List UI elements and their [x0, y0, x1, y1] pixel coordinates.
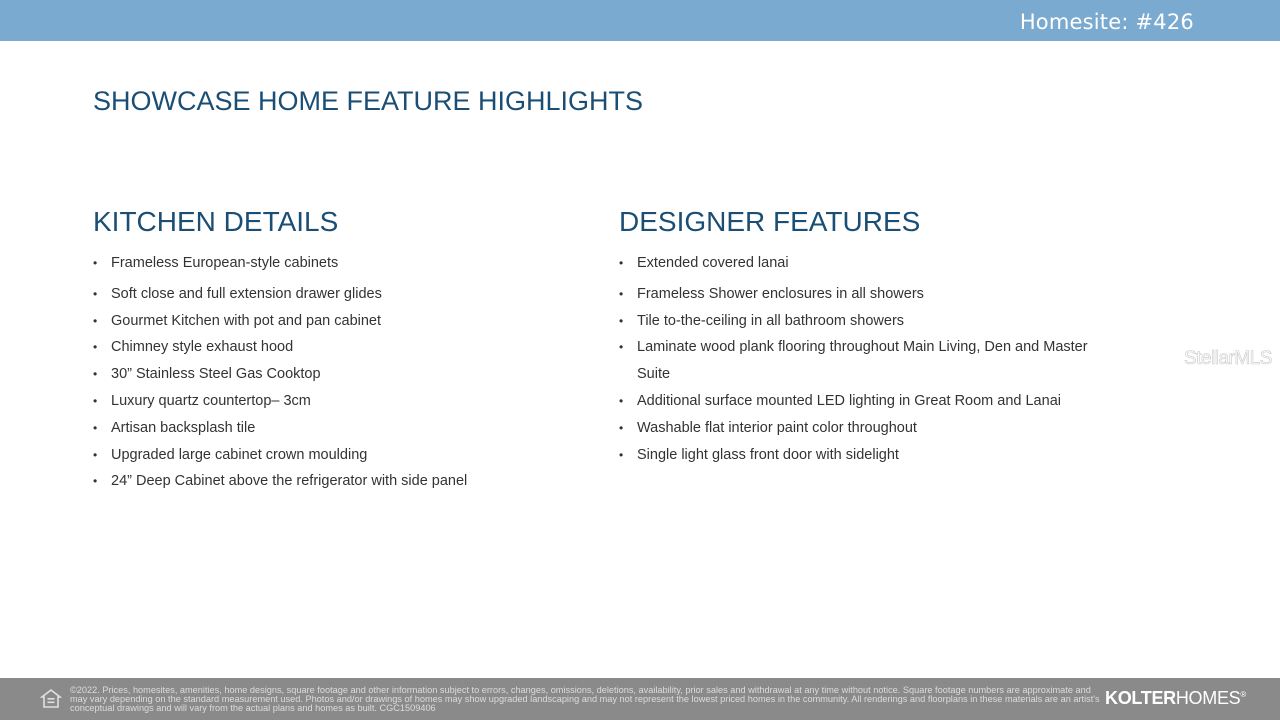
bullet-icon: •: [619, 420, 624, 435]
bullet-icon: •: [93, 393, 98, 408]
bullet-icon: •: [93, 420, 98, 435]
bullet-icon: •: [93, 256, 98, 270]
bullet-icon: •: [619, 393, 624, 408]
list-item: • Chimney style exhaust hood: [93, 334, 593, 361]
bullet-icon: •: [619, 313, 624, 328]
list-item: • Single light glass front door with sidelight: [619, 442, 1139, 469]
list-item: • 30” Stainless Steel Gas Cooktop: [93, 361, 593, 388]
designer-features-section: [619, 206, 1139, 468]
bullet-icon: •: [93, 313, 98, 328]
list-item: • Soft close and full extension drawer glides: [93, 281, 593, 308]
list-item: • Gourmet Kitchen with pot and pan cabinet: [93, 308, 593, 335]
bullet-icon: •: [93, 340, 98, 355]
designer-features-title: DESIGNER FEATURES: [619, 206, 921, 237]
list-item: • Luxury quartz countertop– 3cm: [93, 388, 593, 415]
list-item: • Upgraded large cabinet crown moulding: [93, 442, 593, 469]
list-item: • Additional surface mounted LED lighting in Great Room and Lanai: [619, 388, 1139, 415]
bullet-icon: •: [93, 286, 98, 301]
kitchen-feature-list: [93, 250, 593, 495]
kitchen-details-title: KITCHEN DETAILS: [93, 206, 339, 237]
bullet-icon: •: [619, 256, 624, 270]
bullet-icon: •: [619, 447, 624, 462]
list-item: • Frameless Shower enclosures in all showers: [619, 281, 1139, 308]
designer-feature-list: [619, 250, 1139, 468]
list-item: • Artisan backsplash tile: [93, 415, 593, 442]
page-title: SHOWCASE HOME FEATURE HIGHLIGHTS: [93, 86, 644, 116]
list-item: • Tile to-the-ceiling in all bathroom showers: [619, 308, 1139, 335]
list-item: • Extended covered lanai: [619, 250, 1139, 277]
homesite-label: Homesite: #426: [1019, 10, 1194, 34]
bullet-icon: •: [93, 447, 98, 462]
equal-housing-icon: [40, 688, 62, 710]
bullet-icon: •: [93, 474, 98, 489]
list-item: • Washable flat interior paint color throughout: [619, 415, 1139, 442]
bullet-icon: •: [619, 286, 624, 301]
top-bar: [0, 0, 1280, 41]
kitchen-details-section: [93, 206, 593, 495]
bullet-icon: •: [93, 367, 98, 382]
stellar-mls-watermark: StellarMLS: [1184, 348, 1272, 369]
list-item: • Laminate wood plank flooring throughout Main Living, Den and Master Suite: [619, 334, 1107, 388]
legal-disclaimer: ©2022. Prices, homesites, amenities, home designs, square footage and other information subject to errors, changes, omissions, deletions, availability, prior sales and withdrawal at any time without notice. Square footage numbers are approximate and may vary depending on the standard measurement used. Photos and/or drawings of homes may show upgraded landscaping and may not represent the lowest priced homes in the community. All renderings and floorplans in these materials are an artist's conceptual drawings and will vary from the actual plans and homes as built. CGC1509406: [70, 685, 1100, 713]
list-item: • 24” Deep Cabinet above the refrigerator with side panel: [93, 468, 593, 495]
footer: [0, 678, 1280, 720]
bullet-icon: •: [619, 340, 624, 355]
kolter-homes-logo: KOLTERHOMES®: [1105, 688, 1246, 708]
list-item: • Frameless European-style cabinets: [93, 250, 593, 277]
